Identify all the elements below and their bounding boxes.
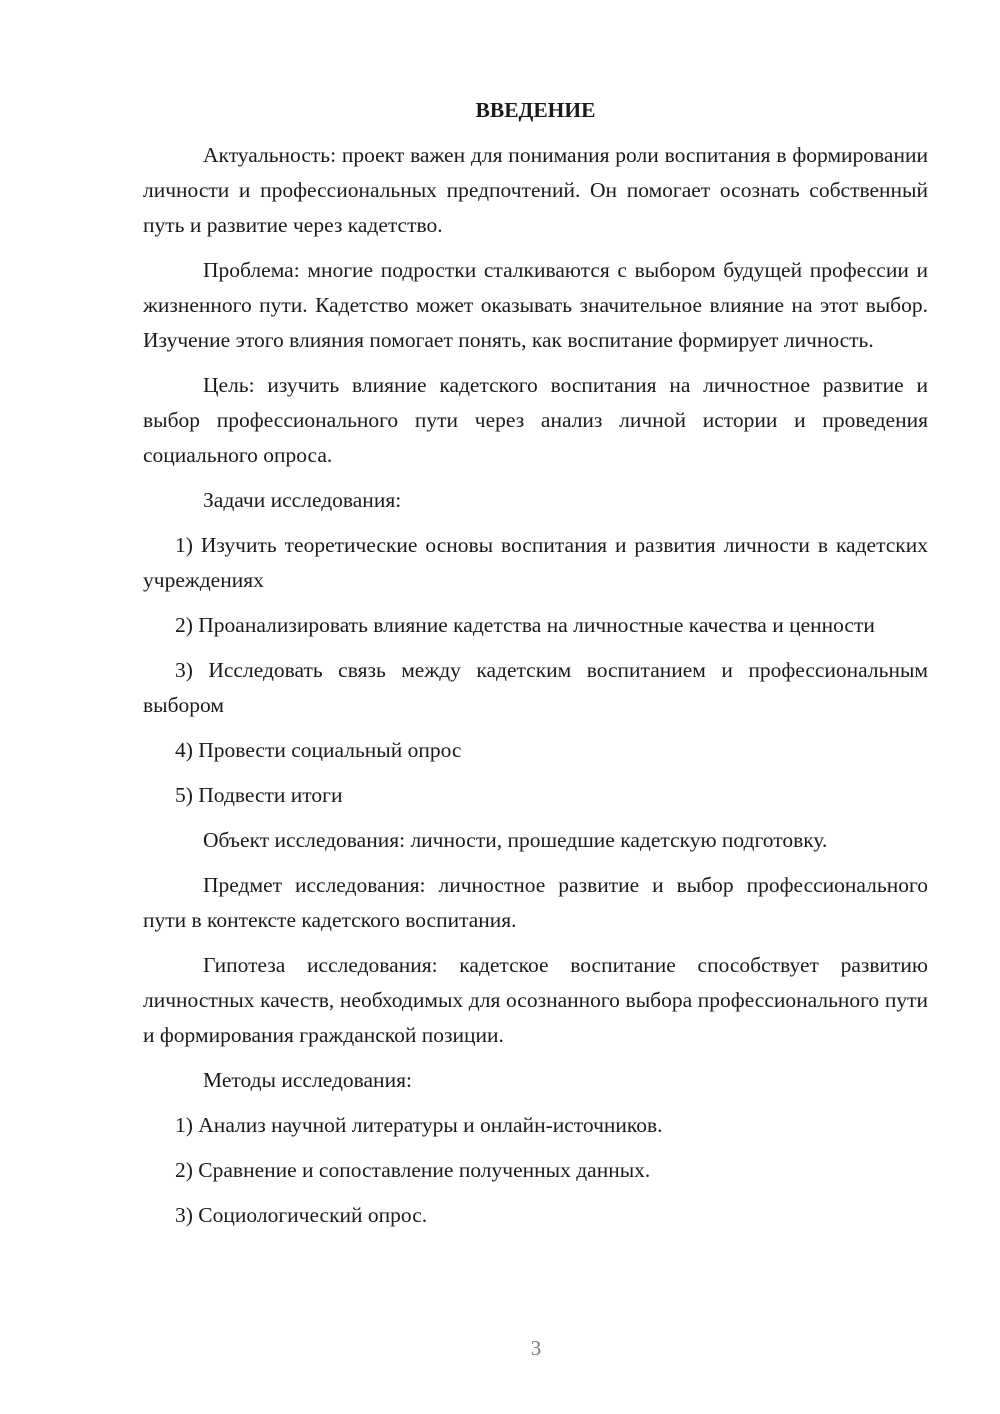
paragraph-problem: Проблема: многие подростки сталкиваются с выбором будущей профессии и жизненного пути. Кадетство может оказывать значительное влияние на этот выбор. Изучение этого влияния помогает понять, как воспитание формирует личность. — [143, 258, 928, 352]
page-number: 3 — [530, 1336, 542, 1360]
paragraph-hypothesis: Гипотеза исследования: кадетское воспитание способствует развитию личностных качеств, необходимых для осознанного выбора профессионального пути и формирования гражданской позиции. — [143, 953, 928, 1047]
task-item-4: 4) Провести социальный опрос — [175, 738, 462, 762]
task-item-3: 3) Исследовать связь между кадетским воспитанием и профессиональным выбором — [143, 658, 928, 717]
task-item-2: 2) Проанализировать влияние кадетства на личностные качества и ценности — [175, 613, 875, 637]
method-item-2: 2) Сравнение и сопоставление полученных данных. — [175, 1158, 651, 1182]
method-item-1: 1) Анализ научной литературы и онлайн-источников. — [175, 1113, 663, 1137]
document-body — [143, 93, 928, 1243]
section-title: ВВЕДЕНИЕ — [475, 98, 596, 122]
method-item-3: 3) Социологический опрос. — [175, 1203, 428, 1227]
paragraph-subject: Предмет исследования: личностное развитие и выбор профессионального пути в контексте кадетского воспитания. — [143, 873, 928, 932]
paragraph-relevance: Актуальность: проект важен для понимания роли воспитания в формировании личности и профессиональных предпочтений. Он помогает осознать собственный путь и развитие через кадетство. — [143, 143, 928, 237]
tasks-heading: Задачи исследования: — [203, 488, 402, 512]
paragraph-object: Объект исследования: личности, прошедшие кадетскую подготовку. — [203, 828, 828, 852]
paragraph-goal: Цель: изучить влияние кадетского воспитания на личностное развитие и выбор профессионального пути через анализ личной истории и проведения социального опроса. — [143, 373, 928, 467]
methods-heading: Методы исследования: — [203, 1068, 412, 1092]
task-item-1: 1) Изучить теоретические основы воспитания и развития личности в кадетских учреждениях — [143, 533, 928, 592]
task-item-5: 5) Подвести итоги — [175, 783, 343, 807]
